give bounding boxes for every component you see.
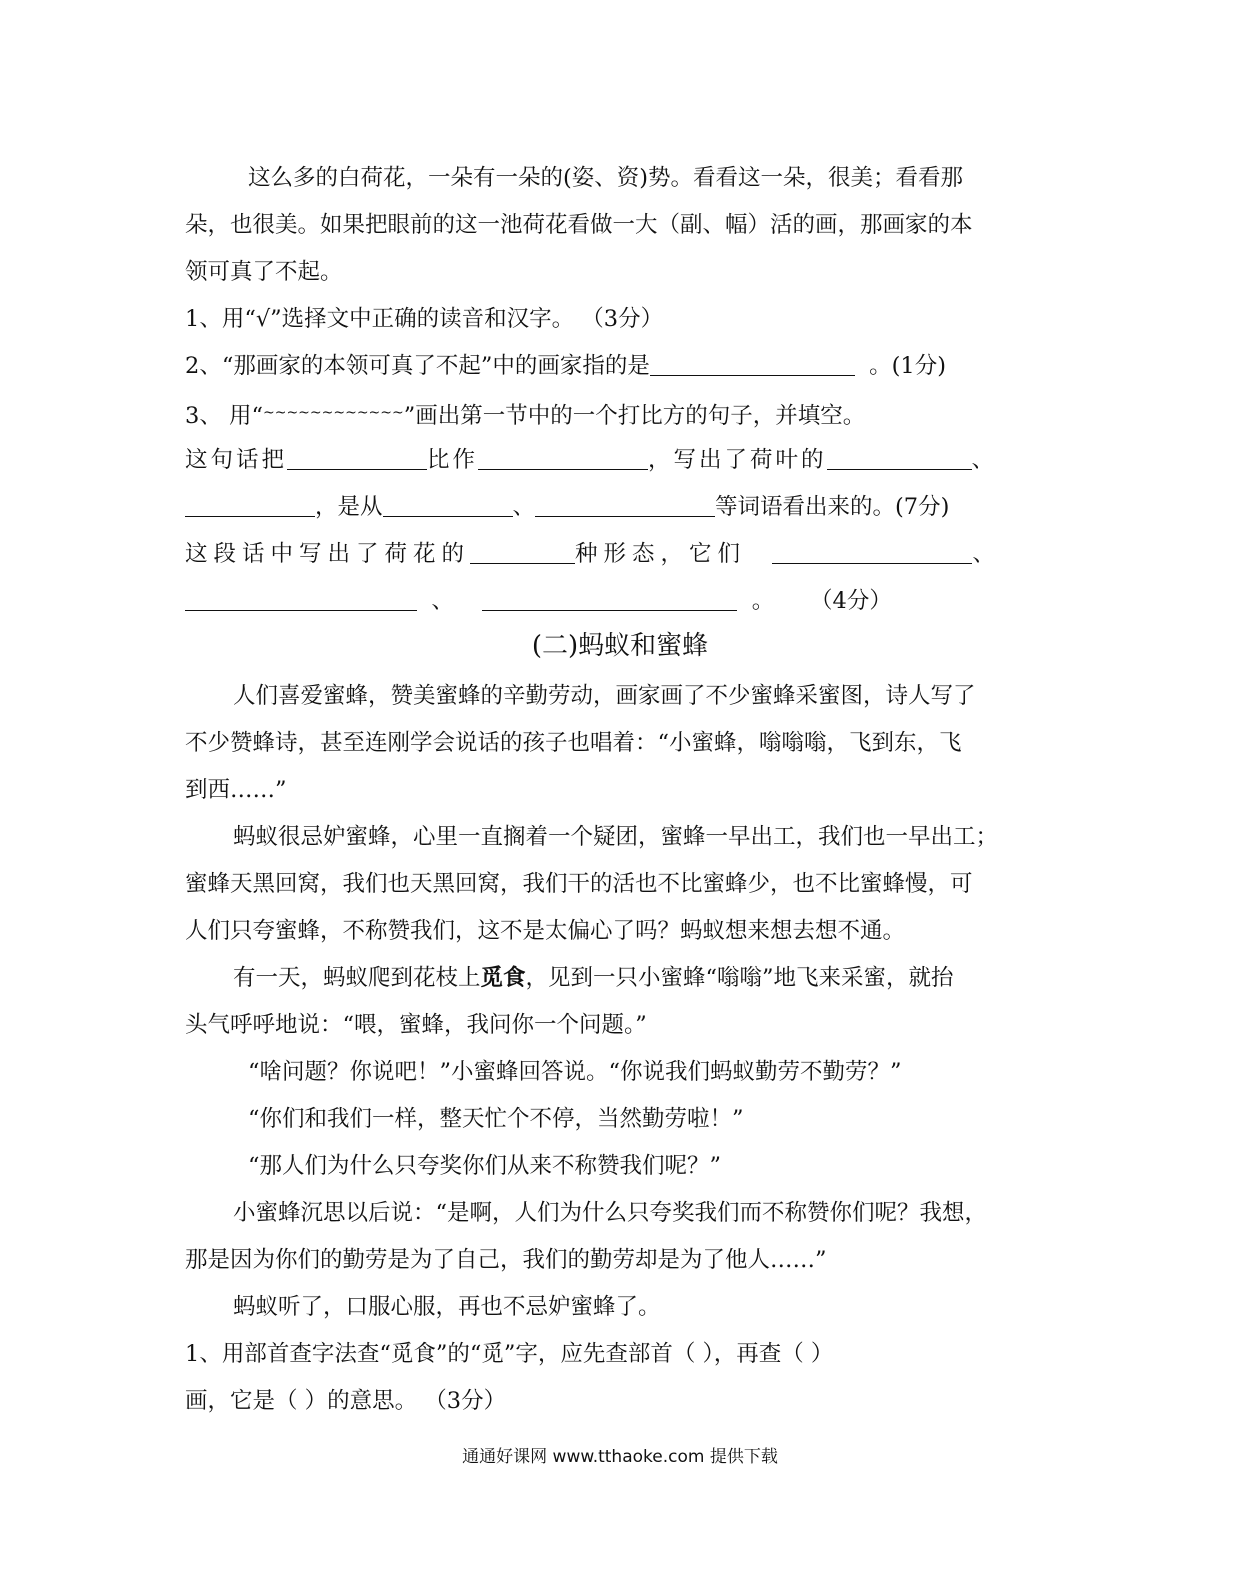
paragraph-line: 人们只夸蜜蜂，不称赞我们，这不是太偏心了吗？蚂蚁想来想去想不通。 [185, 918, 906, 944]
fill-text: 、 [971, 447, 998, 473]
text: 有一天，蚂蚁爬到花枝上 [233, 965, 481, 991]
paragraph-line [233, 963, 1088, 993]
bold-word: 觅食 [480, 965, 526, 991]
fill-line-3 [185, 539, 1040, 569]
fill-text: 这段话中写出了荷花的 [185, 541, 471, 567]
score-text: （4分） [810, 588, 892, 614]
answer-blank[interactable] [535, 494, 715, 517]
paragraph-line: 领可真了不起。 [185, 259, 343, 285]
question-line: 画，它是（ ）的意思。 （3分） [185, 1388, 507, 1414]
paragraph-line: 这么多的白荷花，一朵有一朵的(姿、资)势。看看这一朵，很美；看看那 [248, 165, 964, 191]
fill-text: 。 [751, 588, 775, 614]
paragraph-line: 不少赞蜂诗，甚至连刚学会说话的孩子也唱着：“小蜜蜂，嗡嗡嗡，飞到东，飞 [185, 730, 962, 756]
paragraph-line: 蜜蜂天黑回窝，我们也天黑回窝，我们干的活也不比蜜蜂少，也不比蜜蜂慢，可 [185, 871, 973, 897]
paragraph-line: 蚂蚁听了，口服心服，再也不忌妒蜜蜂了。 [233, 1294, 661, 1320]
fill-text: 、 [431, 588, 454, 614]
fill-text: 种形态，它们 [575, 541, 747, 567]
answer-blank[interactable] [482, 588, 737, 611]
answer-blank[interactable] [383, 494, 513, 517]
fill-line-4 [185, 586, 1040, 616]
fill-text: 、 [512, 494, 536, 520]
question-1: 1、用“√”选择文中正确的读音和汉字。 （3分） [185, 306, 664, 332]
dialogue-line: “啥问题？你说吧！”小蜜蜂回答说。“你说我们蚂蚁勤劳不勤劳？” [248, 1059, 902, 1085]
fill-text: 等词语看出来的。(7分) [715, 494, 950, 520]
question-line: 1、用部首查字法查“觅食”的“觅”字，应先查部首（ ），再查（ ） [185, 1341, 834, 1367]
fill-text: ，是从 [315, 494, 383, 520]
answer-blank[interactable] [772, 541, 972, 564]
dialogue-line: “你们和我们一样，整天忙个不停，当然勤劳啦！” [248, 1106, 744, 1132]
answer-blank[interactable] [185, 494, 315, 517]
answer-blank[interactable] [827, 447, 972, 470]
section-title: (二)蚂蚁和蜜蜂 [531, 631, 709, 661]
question-2 [185, 351, 1040, 381]
question-3-text: 3、 用“ [185, 403, 263, 429]
question-2-text: 2、“那画家的本领可真了不起”中的画家指的是 [185, 353, 650, 379]
paragraph-line: 到西……” [185, 777, 287, 803]
paragraph-line: 那是因为你们的勤劳是为了自己，我们的勤劳却是为了他人……” [185, 1247, 827, 1273]
paragraph-line: 小蜜蜂沉思以后说：“是啊，人们为什么只夸奖我们而不称赞你们呢？我想， [233, 1200, 988, 1226]
paragraph-line: 蚂蚁很忌妒蜜蜂，心里一直搁着一个疑团，蜜蜂一早出工，我们也一早出工； [233, 824, 999, 850]
answer-blank[interactable] [287, 447, 427, 470]
page-footer: 通通好课网 www.tthaoke.com 提供下载 [462, 1447, 778, 1467]
fill-text: 这句话把 [185, 447, 288, 473]
fill-line-1 [185, 445, 1040, 475]
answer-blank[interactable] [185, 588, 417, 611]
wavy-line-marker: ~~~~~~~~~~~~ [262, 405, 404, 421]
question-3-text-b: ”画出第一节中的一个打比方的句子，并填空。 [403, 403, 866, 429]
fill-text: 比作 [427, 447, 479, 473]
question-2-score: 。(1分) [869, 353, 947, 379]
paragraph-line: 头气呼呼地说：“喂，蜜蜂，我问你一个问题。” [185, 1012, 647, 1038]
paragraph-line: 人们喜爱蜜蜂，赞美蜜蜂的辛勤劳动，画家画了不少蜜蜂采蜜图，诗人写了 [233, 683, 976, 709]
answer-blank[interactable] [470, 541, 575, 564]
answer-blank[interactable] [478, 447, 648, 470]
fill-text: 、 [972, 541, 1001, 567]
fill-text: ，写出了荷叶的 [648, 447, 827, 473]
fill-line-2 [185, 492, 1040, 522]
text: ，见到一只小蜜蜂“嗡嗡”地飞来采蜜，就抬 [525, 965, 954, 991]
question-3 [185, 398, 1040, 431]
dialogue-line: “那人们为什么只夸奖你们从来不称赞我们呢？” [248, 1153, 722, 1179]
paragraph-line: 朵，也很美。如果把眼前的这一池荷花看做一大（副、幅）活的画，那画家的本 [185, 212, 973, 238]
answer-blank[interactable] [650, 353, 855, 376]
